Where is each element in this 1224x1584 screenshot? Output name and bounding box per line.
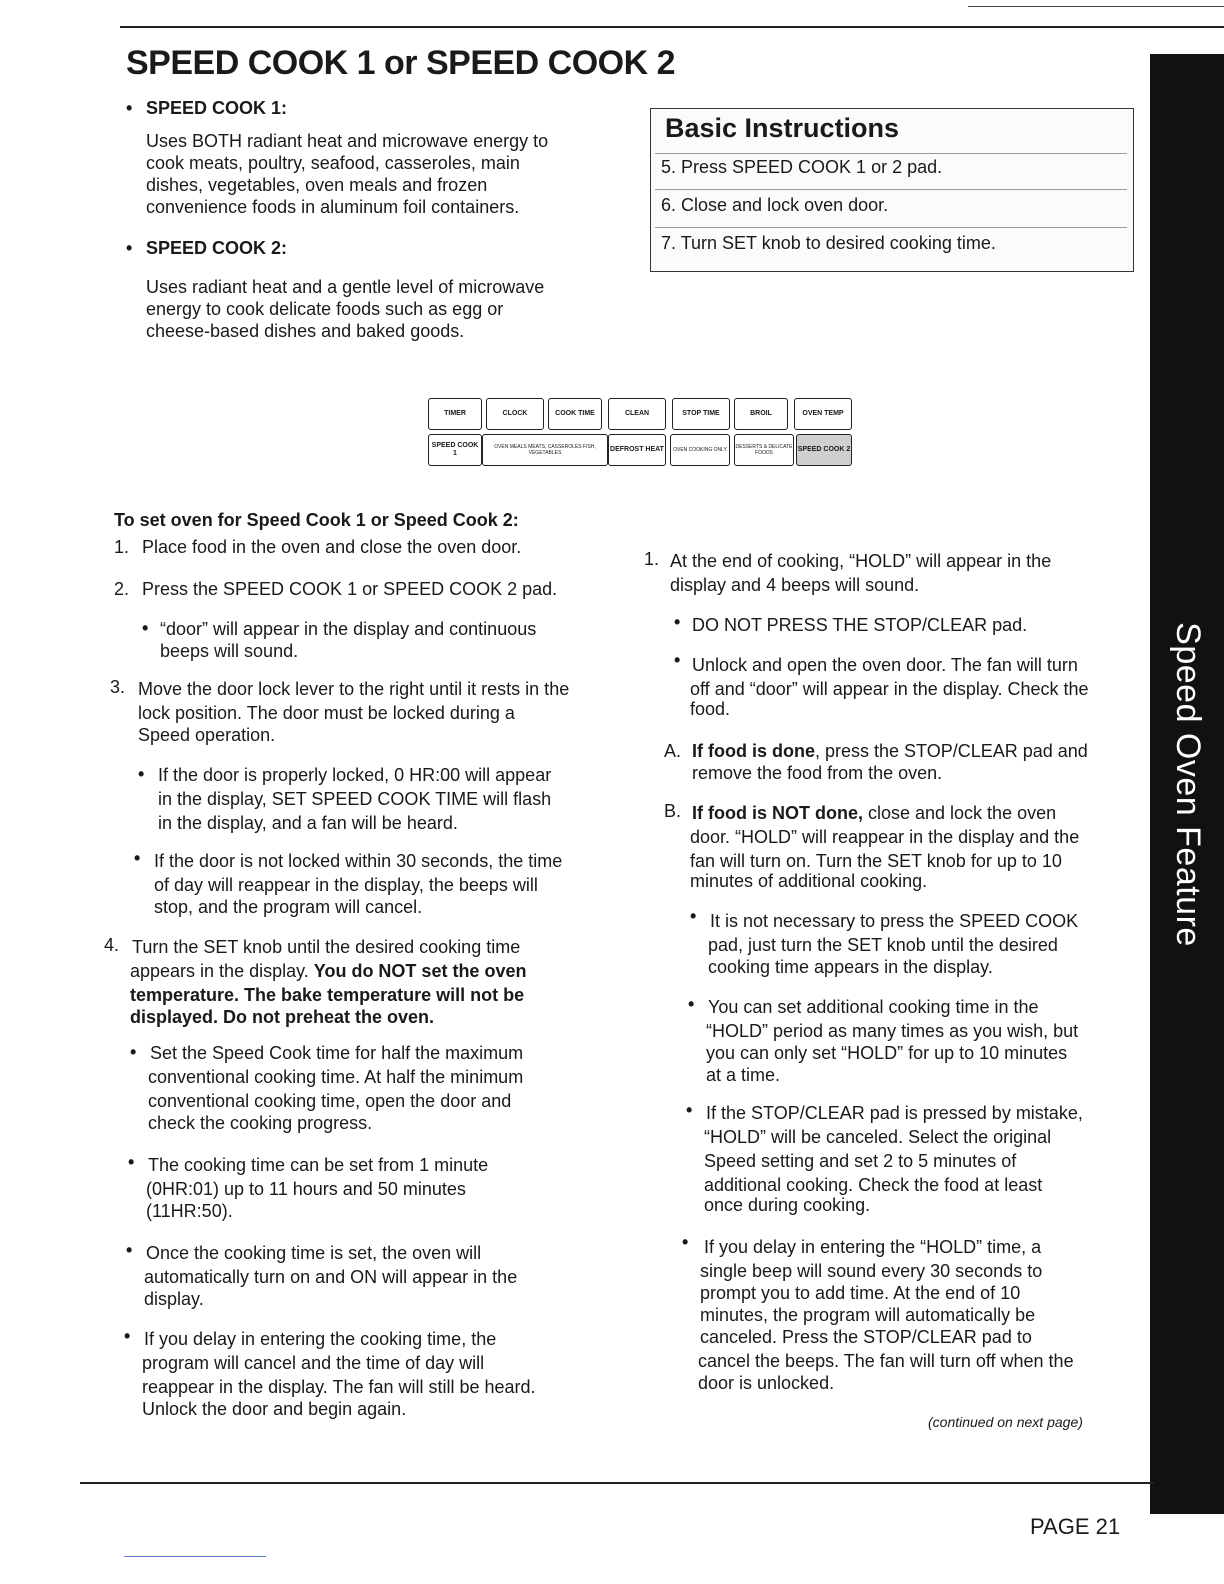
rb-b4-l5: canceled. Press the STOP/CLEAR pad to	[700, 1327, 1032, 1347]
rb-b4-l7: door is unlocked.	[698, 1373, 835, 1393]
rb-b4-l6: cancel the beeps. The fan will turn off when the	[698, 1351, 1074, 1371]
s4-b2-l1: The cooking time can be set from 1 minute	[148, 1155, 489, 1175]
ra-bold: If food is done	[692, 741, 815, 761]
s4-bold-l2: displayed. Do not preheat the oven.	[130, 1007, 435, 1027]
basic-step-5: 5. Press SPEED COOK 1 or 2 pad.	[661, 157, 943, 177]
num-1: 1.	[114, 537, 130, 557]
basic-step-7: 7. Turn SET knob to desired cooking time.	[661, 233, 996, 253]
r1-b2-l1: Unlock and open the oven door. The fan will turn	[692, 655, 1078, 675]
s4-l2-bold: You do NOT set the oven	[313, 961, 527, 981]
s4-b4-l4: Unlock the door and begin again.	[142, 1399, 407, 1419]
top-rule	[120, 26, 1224, 28]
s3-b1-l1: If the door is properly locked, 0 HR:00 will appear	[158, 765, 552, 785]
rb-b3-l4: additional cooking. Check the food at least	[704, 1175, 1043, 1195]
bullet-s4-3: •	[126, 1240, 133, 1260]
basic-instructions-title: Basic Instructions	[665, 113, 900, 143]
s3-l2: lock position. The door must be locked during a	[138, 703, 515, 723]
s4-b3-l1: Once the cooking time is set, the oven will	[146, 1243, 482, 1263]
r1-l1: At the end of cooking, “HOLD” will appear in the	[670, 551, 1052, 571]
sc1-line-1: Uses BOTH radiant heat and microwave energy to	[146, 131, 549, 151]
bullet-r1-1: •	[674, 612, 681, 632]
bullet-rb-4: •	[682, 1232, 689, 1252]
rb-b2-l3: you can only set “HOLD” for up to 10 minutes	[706, 1043, 1068, 1063]
bullet-s2-1: •	[142, 618, 149, 638]
bullet-s4-4: •	[124, 1326, 131, 1346]
page-title: SPEED COOK 1 or SPEED COOK 2	[126, 44, 676, 82]
bottom-rule	[80, 1482, 1154, 1484]
rb-b2-l4: at a time.	[706, 1065, 781, 1085]
rb-l1	[692, 802, 1056, 824]
r-label-a: A.	[664, 741, 682, 761]
sc1-label: SPEED COOK 1:	[146, 98, 288, 118]
r1-b2-l3: food.	[690, 699, 731, 719]
r1-b1: DO NOT PRESS THE STOP/CLEAR pad.	[692, 615, 1028, 635]
bullet-rb-1: •	[690, 906, 697, 926]
sc2-label: SPEED COOK 2:	[146, 238, 288, 258]
basic-sep-2	[655, 189, 1127, 190]
sc1-line-2: cook meats, poultry, seafood, casseroles, main	[146, 153, 520, 173]
s4-b2-l2: (0HR:01) up to 11 hours and 50 minutes	[146, 1179, 466, 1199]
r-num-1: 1.	[644, 549, 660, 569]
continued-note: (continued on next page)	[928, 1414, 1083, 1430]
basic-sep-3	[655, 227, 1127, 228]
s4-b1-l2: conventional cooking time. At half the minimum	[148, 1067, 524, 1087]
basic-step-6: 6. Close and lock oven door.	[661, 195, 889, 215]
side-tab-label: Speed Oven Feature	[1168, 621, 1207, 947]
r1-l2: display and 4 beeps will sound.	[670, 575, 920, 595]
rb-b4-l1: If you delay in entering the “HOLD” time, a	[704, 1237, 1042, 1257]
s4-b1-l4: check the cooking progress.	[148, 1113, 373, 1133]
pad-cook-time: COOK TIME	[548, 398, 602, 430]
pad-broil: BROIL	[734, 398, 788, 430]
bullet-sc1: •	[126, 98, 133, 118]
sc1-line-3: dishes, vegetables, oven meals and frozen	[146, 175, 488, 195]
step-1: Place food in the oven and close the oven door.	[142, 537, 522, 557]
s3-b2-l3: stop, and the program will cancel.	[154, 897, 423, 917]
s4-b2-l3: (11HR:50).	[146, 1201, 233, 1221]
rb-l2: door. “HOLD” will reappear in the display and the	[690, 827, 1080, 847]
s3-b1-l2: in the display, SET SPEED COOK TIME will flash	[158, 789, 552, 809]
bullet-rb-3: •	[686, 1100, 693, 1120]
rb-b3-l5: once during cooking.	[704, 1195, 871, 1215]
basic-sep-1	[655, 153, 1127, 154]
rb-b3-l1: If the STOP/CLEAR pad is pressed by mistake,	[706, 1103, 1083, 1123]
bullet-s3-2: •	[134, 848, 141, 868]
left-heading: To set oven for Speed Cook 1 or Speed Cook 2:	[114, 510, 519, 530]
rb-b3-l3: Speed setting and set 2 to 5 minutes of	[704, 1151, 1017, 1171]
pad-oven-meals: OVEN MEALS MEATS, CASSEROLES FISH, VEGETABLES	[482, 434, 608, 466]
ra-l1	[692, 740, 1088, 762]
bottom-blue-line	[124, 1556, 266, 1557]
num-4: 4.	[104, 935, 120, 955]
sc2-line-2: energy to cook delicate foods such as egg or	[146, 299, 504, 319]
top-thin-rule	[968, 6, 1224, 7]
bullet-s3-1: •	[138, 764, 145, 784]
s4-b1-l3: conventional cooking time, open the door and	[148, 1091, 512, 1111]
side-tab-label-wrap	[1150, 54, 1224, 1514]
bullet-r1-2: •	[674, 650, 681, 670]
s4-b4-l2: program will cancel and the time of day will	[142, 1353, 485, 1373]
rb-b4-l4: minutes, the program will automatically be	[700, 1305, 1036, 1325]
pad-defrost-heat: DEFROST HEAT	[608, 434, 666, 466]
r1-b2-l2: off and “door” will appear in the display. Check the	[690, 679, 1089, 699]
rb-b1-l3: cooking time appears in the display.	[708, 957, 993, 977]
pad-clean: CLEAN	[608, 398, 666, 430]
pad-desserts: DESSERTS & DELICATE FOODS	[734, 434, 794, 466]
num-3: 3.	[110, 677, 126, 697]
sc1-line-4: convenience foods in aluminum foil containers.	[146, 197, 520, 217]
bullet-s4-1: •	[130, 1042, 137, 1062]
rb-b4-l2: single beep will sound every 30 seconds to	[700, 1261, 1043, 1281]
bullet-rb-2: •	[688, 994, 695, 1014]
control-panel-illustration	[426, 396, 854, 474]
rb-bold: If food is NOT done,	[692, 803, 863, 823]
s4-b4-l3: reappear in the display. The fan will still be heard.	[142, 1377, 536, 1397]
sc2-line-3: cheese-based dishes and baked goods.	[146, 321, 465, 341]
s3-b2-l2: of day will reappear in the display, the beeps will	[154, 875, 538, 895]
rb-b3-l2: “HOLD” will be canceled. Select the original	[704, 1127, 1052, 1147]
s2-b1-l2: beeps will sound.	[160, 641, 299, 661]
num-2: 2.	[114, 579, 130, 599]
s4-b3-l2: automatically turn on and ON will appear in the	[144, 1267, 518, 1287]
s2-b1-l1: “door” will appear in the display and continuous	[160, 619, 537, 639]
step-2: Press the SPEED COOK 1 or SPEED COOK 2 pad.	[142, 579, 558, 599]
r-label-b: B.	[664, 801, 682, 821]
s3-b2-l1: If the door is not locked within 30 seconds, the time	[154, 851, 563, 871]
sc2-line-1: Uses radiant heat and a gentle level of microwave	[146, 277, 545, 297]
ra-l2: remove the food from the oven.	[692, 763, 943, 783]
s4-b4-l1: If you delay in entering the cooking time, the	[144, 1329, 497, 1349]
s4-l1: Turn the SET knob until the desired cooking time	[132, 937, 521, 957]
rb-b1-l2: pad, just turn the SET knob until the desired	[708, 935, 1058, 955]
bullet-sc2: •	[126, 238, 133, 258]
rb-b2-l2: “HOLD” period as many times as you wish, but	[706, 1021, 1079, 1041]
pad-timer: TIMER	[428, 398, 482, 430]
pad-stop-time: STOP TIME	[672, 398, 730, 430]
s3-l1: Move the door lock lever to the right until it rests in the	[138, 679, 570, 699]
rb-l4: minutes of additional cooking.	[690, 871, 928, 891]
rb-b2-l1: You can set additional cooking time in the	[708, 997, 1039, 1017]
basic-instructions-box	[650, 108, 1134, 272]
bullet-s4-2: •	[128, 1152, 135, 1172]
s3-b1-l3: in the display, and a fan will be heard.	[158, 813, 458, 833]
rb-rest: close and lock the oven	[862, 803, 1057, 823]
pad-oven-temp: OVEN TEMP	[794, 398, 852, 430]
pad-oven-cooking-only: OVEN COOKING ONLY	[670, 434, 730, 466]
rb-l3: fan will turn on. Turn the SET knob for up to 10	[690, 851, 1062, 871]
page-number: PAGE 21	[1030, 1514, 1121, 1539]
s4-b1-l1: Set the Speed Cook time for half the maximum	[150, 1043, 524, 1063]
pad-speed-cook-2: SPEED COOK 2	[796, 434, 852, 466]
rb-b4-l3: prompt you to add time. At the end of 10	[700, 1283, 1021, 1303]
pad-speed-cook-1: SPEED COOK 1	[428, 434, 482, 466]
s4-l2	[130, 960, 526, 982]
rb-b1-l1: It is not necessary to press the SPEED COOK	[710, 911, 1079, 931]
ra-rest: , press the STOP/CLEAR pad and	[815, 741, 1088, 761]
s4-l2-plain: appears in the display.	[130, 961, 314, 981]
s4-bold-l1: temperature. The bake temperature will not be	[130, 985, 525, 1005]
s3-l3: Speed operation.	[138, 725, 276, 745]
pad-clock: CLOCK	[486, 398, 544, 430]
s4-b3-l3: display.	[144, 1289, 204, 1309]
